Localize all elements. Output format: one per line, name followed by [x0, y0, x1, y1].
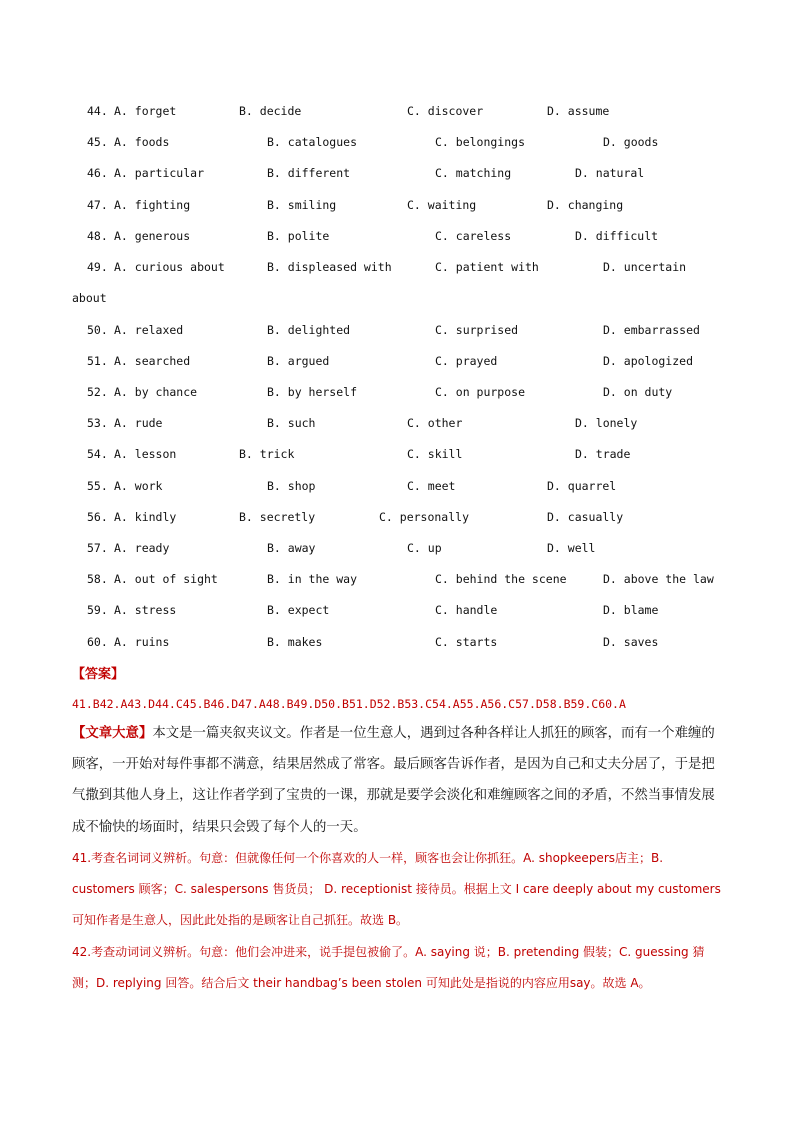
- option-a: A. kindly: [114, 510, 177, 524]
- option-c: C. handle: [435, 603, 498, 617]
- option-d: D. apologized: [603, 354, 694, 368]
- option-a: A. forget: [114, 104, 177, 118]
- question-row: [0, 354, 794, 374]
- question-number: 50.: [87, 323, 108, 337]
- question-number: 51.: [87, 354, 108, 368]
- option-c: C. starts: [435, 635, 498, 649]
- option-d: D. on duty: [603, 385, 673, 399]
- option-b: B. delighted: [267, 323, 351, 337]
- option-b: B. polite: [267, 229, 330, 243]
- option-b: B. shop: [267, 479, 316, 493]
- answer-heading: 【答案】: [72, 667, 125, 682]
- question-row: [0, 541, 794, 561]
- question-row: [0, 416, 794, 436]
- option-b: B. catalogues: [267, 135, 358, 149]
- option-c: C. matching: [435, 166, 512, 180]
- option-d: D. blame: [603, 603, 659, 617]
- option-c: C. prayed: [435, 354, 498, 368]
- option-a: A. ruins: [114, 635, 170, 649]
- question-number: 44.: [87, 104, 108, 118]
- explanation-41: 41.考查名词词义辨析。句意：但就像任何一个你喜欢的人一样，顾客也会让你抓狂。A. shopkeepers店主；B. customers 顾客；C. salespersons 售货员； D. receptionist 接待员。根据上文 I care deeply about my customers 可知作者是生意人，因此此处指的是顾客让自己抓狂。故选 B。: [72, 851, 721, 928]
- option-b: B. away: [267, 541, 316, 555]
- option-c: C. patient with: [435, 260, 539, 274]
- summary-text: 本文是一篇夹叙夹议文。作者是一位生意人，遇到过各种各样让人抓狂的顾客，而有一个难缠的顾客，一开始对每件事都不满意，结果居然成了常客。最后顾客告诉作者，是因为自己和丈夫分居了，于是把气撒到其他人身上，这让作者学到了宝贵的一课，那就是要学会淡化和难缠顾客之间的矛盾，不然当事情发展成不愉快的场面时，结果只会毁了每个人的一天。: [72, 726, 715, 835]
- question-number: 58.: [87, 572, 108, 586]
- option-a: A. relaxed: [114, 323, 184, 337]
- option-c: C. skill: [407, 447, 463, 461]
- option-a: A. searched: [114, 354, 191, 368]
- question-number: 57.: [87, 541, 108, 555]
- question-row: [0, 198, 794, 218]
- option-a: A. ready: [114, 541, 170, 555]
- question-number: 46.: [87, 166, 108, 180]
- option-c: C. careless: [435, 229, 512, 243]
- question-number: 53.: [87, 416, 108, 430]
- option-d: D. changing: [547, 198, 624, 212]
- option-c: C. other: [407, 416, 463, 430]
- question-row: [0, 479, 794, 499]
- option-c: C. meet: [407, 479, 456, 493]
- question-number: 59.: [87, 603, 108, 617]
- option-c: C. discover: [407, 104, 484, 118]
- option-c: C. on purpose: [435, 385, 526, 399]
- option-a: A. fighting: [114, 198, 191, 212]
- option-b: B. makes: [267, 635, 323, 649]
- option-d: D. embarrassed: [603, 323, 700, 337]
- question-number: 47.: [87, 198, 108, 212]
- option-d-wrap: [0, 291, 794, 311]
- question-row: [0, 572, 794, 592]
- summary-tag: 【文章大意】: [72, 726, 153, 741]
- question-number: 56.: [87, 510, 108, 524]
- answer-key-line: 41.B42.A43.D44.C45.B46.D47.A48.B49.D50.B51.D52.B53.C54.A55.A56.C57.D58.B59.C60.A: [72, 697, 626, 711]
- option-b: B. different: [267, 166, 351, 180]
- option-b: B. decide: [239, 104, 302, 118]
- option-c: C. waiting: [407, 198, 477, 212]
- option-a: A. foods: [114, 135, 170, 149]
- question-row: [0, 104, 794, 124]
- option-b: B. in the way: [267, 572, 358, 586]
- option-b: B. expect: [267, 603, 330, 617]
- option-d: D. goods: [603, 135, 659, 149]
- option-b: B. secretly: [239, 510, 316, 524]
- option-d: D. assume: [547, 104, 610, 118]
- question-number: 55.: [87, 479, 108, 493]
- question-number: 45.: [87, 135, 108, 149]
- option-d: D. difficult: [575, 229, 659, 243]
- question-row: [0, 510, 794, 530]
- option-b: B. displeased with: [267, 260, 392, 274]
- option-a: A. work: [114, 479, 163, 493]
- question-row: [0, 323, 794, 343]
- option-d: D. natural: [575, 166, 645, 180]
- option-a: A. curious about: [114, 260, 225, 274]
- question-number: 49.: [87, 260, 108, 274]
- option-d: D. lonely: [575, 416, 638, 430]
- option-d: D. above the law: [603, 572, 714, 586]
- question-row: [0, 229, 794, 249]
- option-a: A. stress: [114, 603, 177, 617]
- question-number: 48.: [87, 229, 108, 243]
- option-b: B. such: [267, 416, 316, 430]
- option-a: A. rude: [114, 416, 163, 430]
- question-row: [0, 260, 794, 280]
- option-d: D. trade: [575, 447, 631, 461]
- option-a: A. particular: [114, 166, 205, 180]
- question-row: [0, 166, 794, 186]
- question-row: [0, 135, 794, 155]
- question-row: [0, 603, 794, 623]
- option-a: A. by chance: [114, 385, 198, 399]
- option-d: D. quarrel: [547, 479, 617, 493]
- question-number: 54.: [87, 447, 108, 461]
- option-c: C. up: [407, 541, 442, 555]
- option-b: B. by herself: [267, 385, 358, 399]
- option-a: A. generous: [114, 229, 191, 243]
- option-a: A. out of sight: [114, 572, 218, 586]
- option-c: C. belongings: [435, 135, 526, 149]
- explanation-42: 42.考查动词词义辨析。句意：他们会冲进来，说手提包被偷了。A. saying 说；B. pretending 假装；C. guessing 猜测；D. replying 回答。结合后文 their handbag’s been stolen 可知此处是指说的内容应用say。故选 A。: [72, 945, 705, 991]
- option-d: D. casually: [547, 510, 624, 524]
- option-c: C. behind the scene: [435, 572, 567, 586]
- option-d: D. well: [547, 541, 596, 555]
- option-b: B. smiling: [267, 198, 337, 212]
- option-c: C. personally: [379, 510, 470, 524]
- question-row: [0, 447, 794, 467]
- option-d: D. saves: [603, 635, 659, 649]
- option-d-continuation: about: [72, 291, 107, 305]
- option-d: D. uncertain: [603, 260, 687, 274]
- option-c: C. surprised: [435, 323, 519, 337]
- question-number: 52.: [87, 385, 108, 399]
- option-b: B. argued: [267, 354, 330, 368]
- option-b: B. trick: [239, 447, 295, 461]
- question-row: [0, 385, 794, 405]
- question-row: [0, 635, 794, 655]
- question-number: 60.: [87, 635, 108, 649]
- option-a: A. lesson: [114, 447, 177, 461]
- summary-paragraph: [72, 718, 724, 843]
